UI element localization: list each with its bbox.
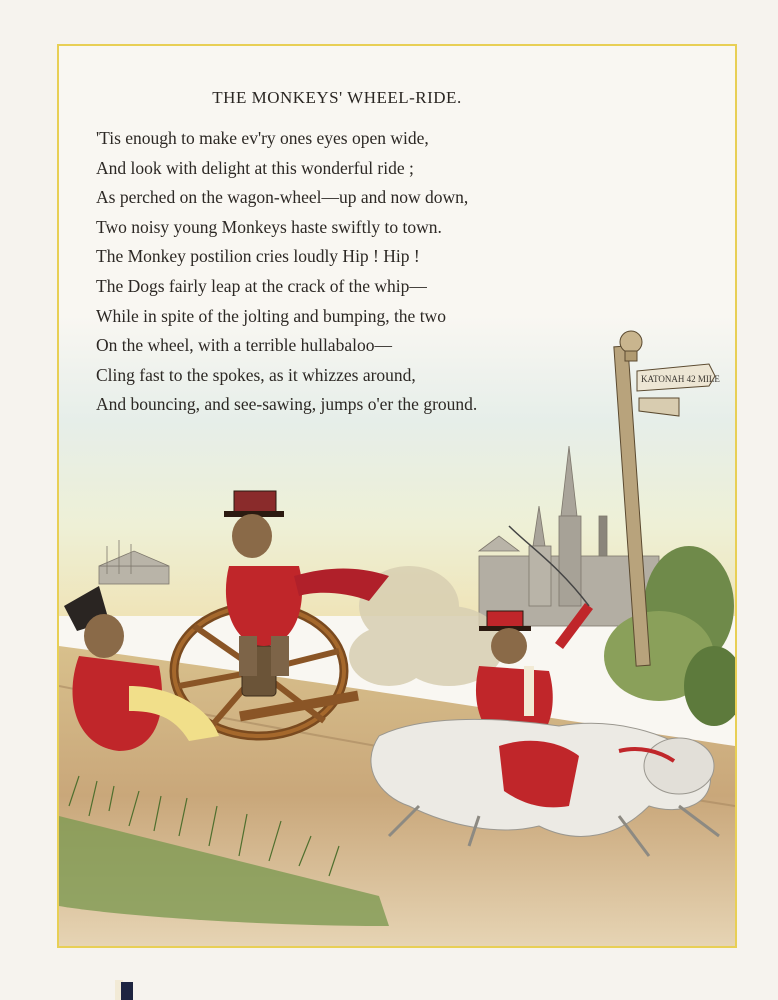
poem-line: Cling fast to the spokes, as it whizzes around, <box>96 364 416 385</box>
poem-line: While in spite of the jolting and bumping, the two <box>96 305 446 326</box>
poem-line: And bouncing, and see-sawing, jumps o'er the ground. <box>96 394 478 415</box>
illustrated-page <box>57 44 737 948</box>
poem-line: And look with delight at this wonderful ride ; <box>96 157 414 178</box>
poem-line: Two noisy young Monkeys haste swiftly to town. <box>96 216 442 237</box>
poem-line: On the wheel, with a terrible hullabaloo— <box>96 335 392 356</box>
poem-line: 'Tis enough to make ev'ry ones eyes open wide, <box>96 128 429 148</box>
signpost-text: KATONAH 42 MILE <box>641 374 720 384</box>
poem <box>96 124 477 420</box>
page-edge-scrap <box>115 976 137 1000</box>
page-title: THE MONKEYS' WHEEL-RIDE. <box>212 88 462 107</box>
poem-line: The Monkey postilion cries loudly Hip ! Hip ! <box>96 246 420 267</box>
poem-line: The Dogs fairly leap at the crack of the whip— <box>96 275 427 296</box>
poem-line: As perched on the wagon-wheel—up and now down, <box>96 187 469 208</box>
